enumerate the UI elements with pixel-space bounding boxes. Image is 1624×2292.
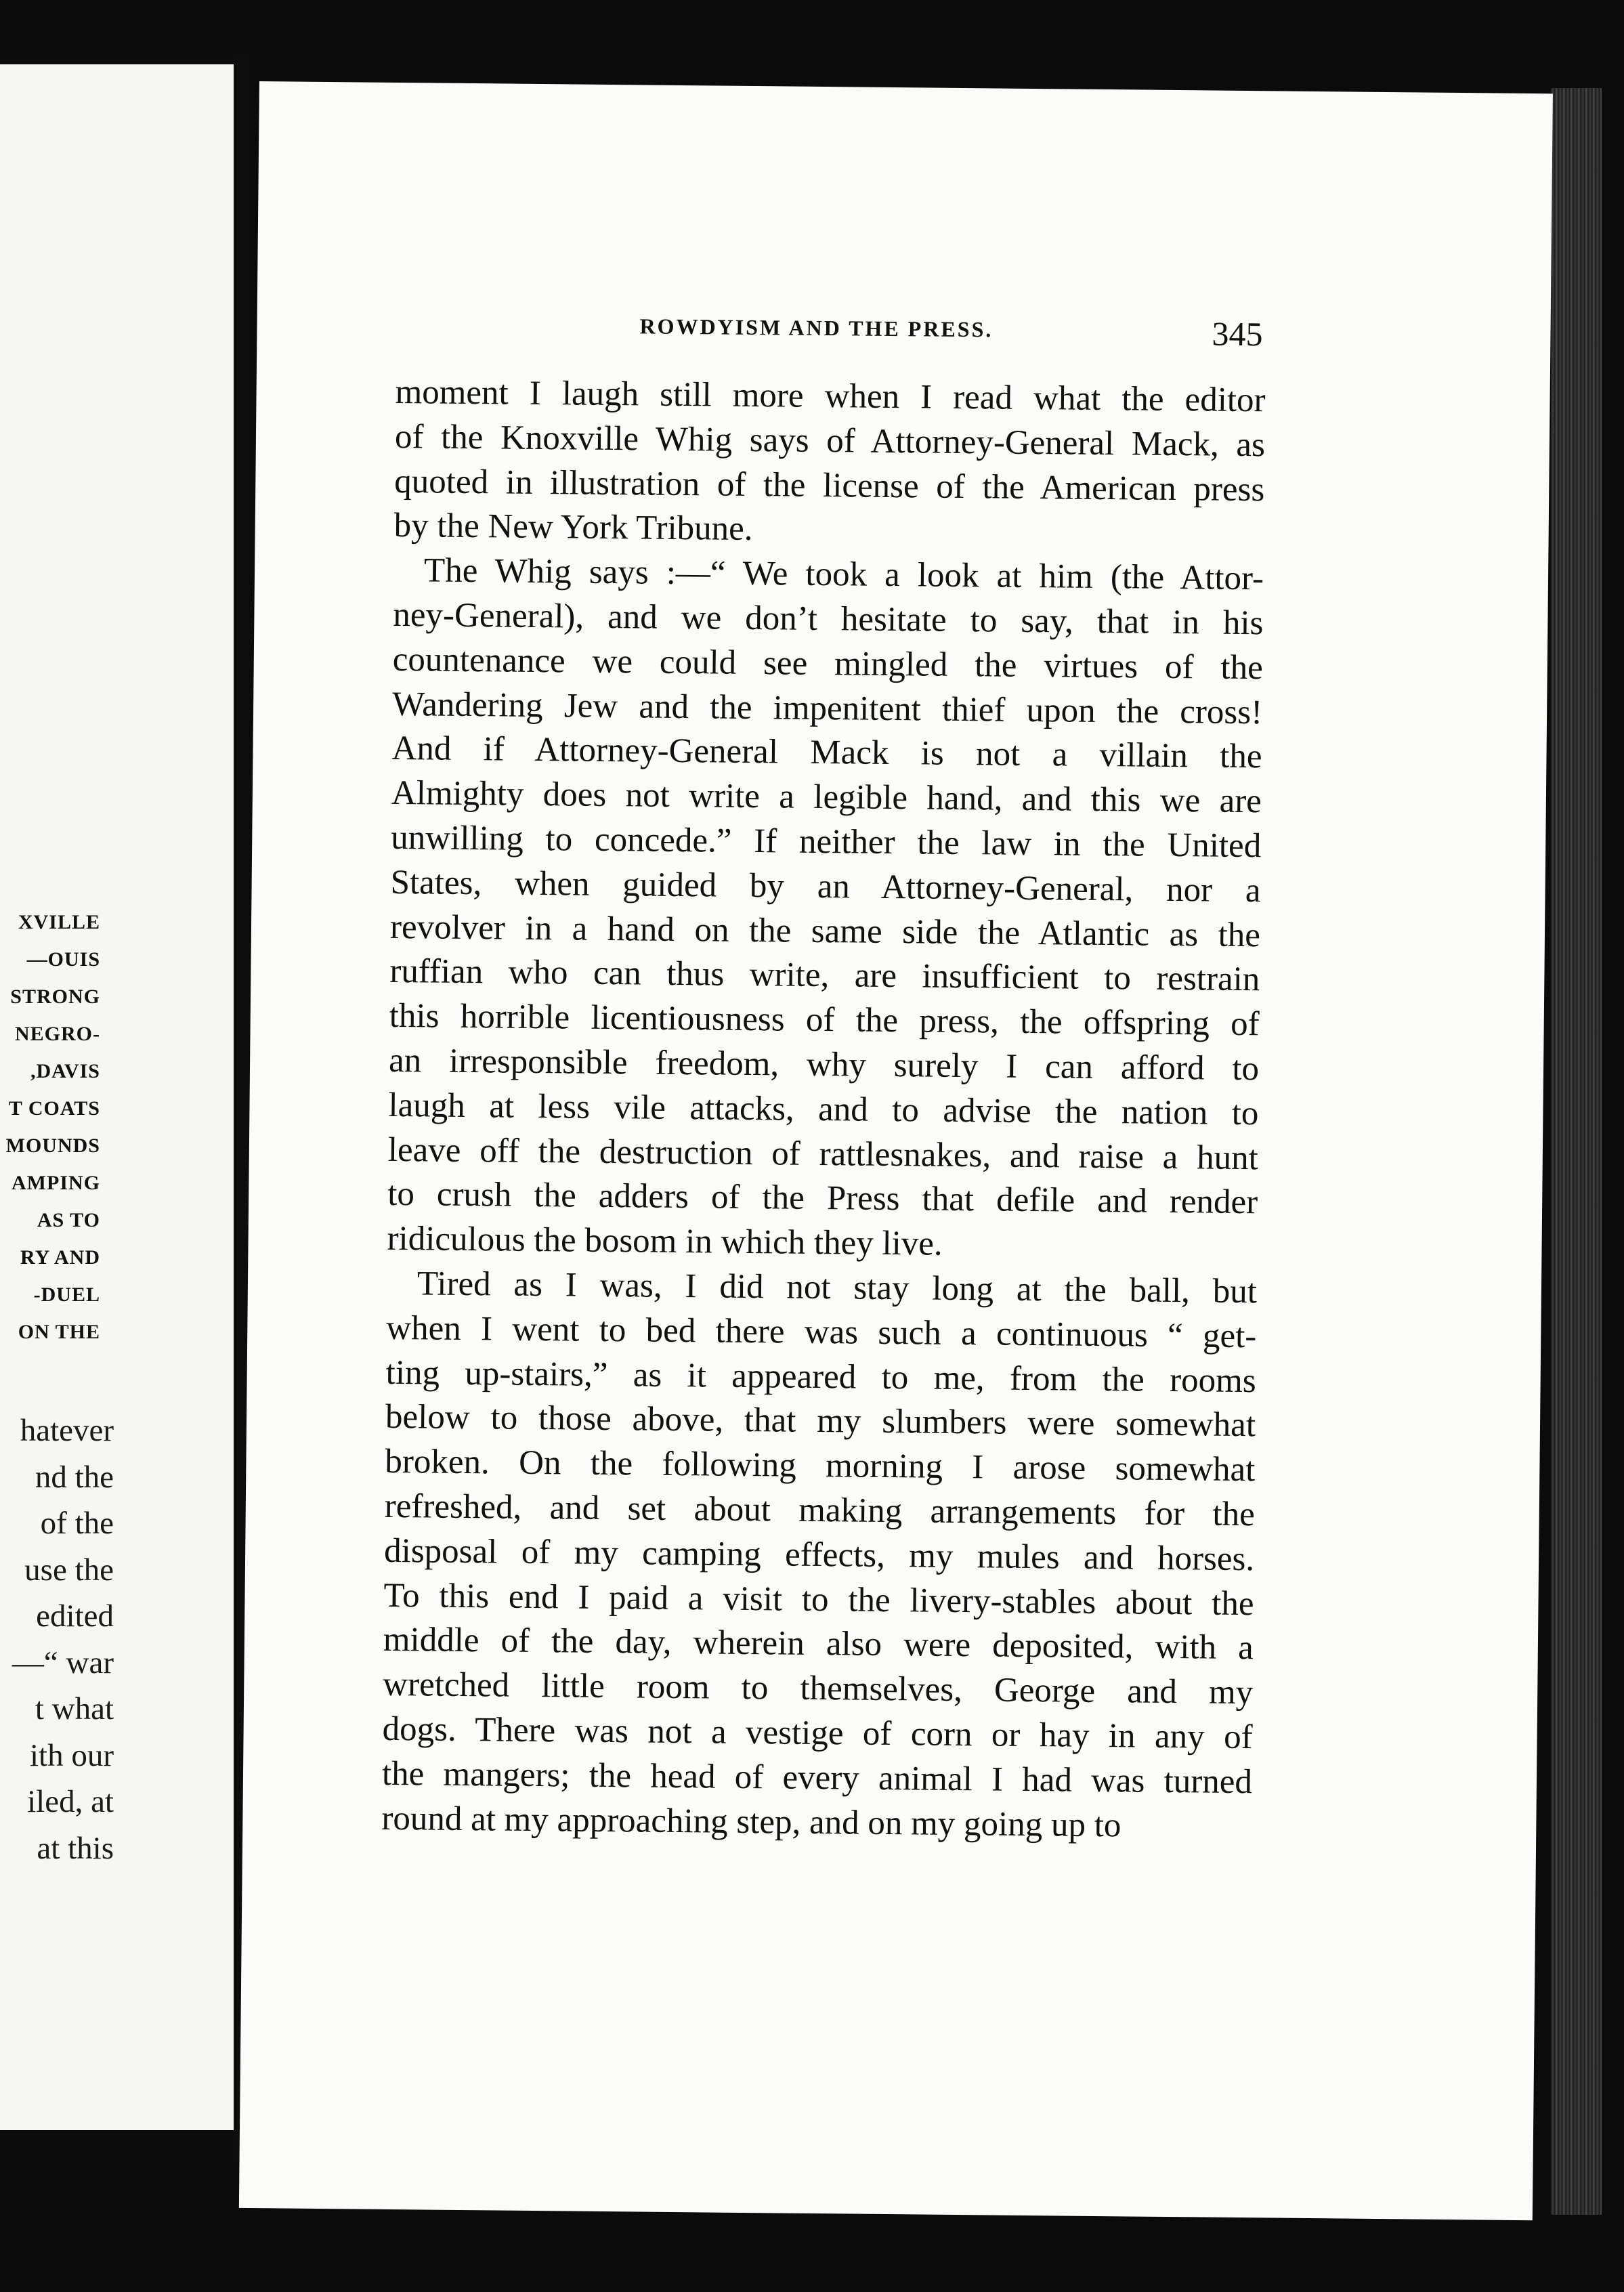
text-line: Wandering Jew and the impenitent thief upon the cross! <box>391 685 1263 731</box>
summary-line: RY AND <box>20 1246 100 1269</box>
summary-line: ON THE <box>18 1321 100 1343</box>
text-line: ney-General), and we don’t hesitate to say, that in his <box>393 595 1264 643</box>
summary-line: -NEGRO <box>14 1023 100 1045</box>
summary-line: DUEL- <box>33 1283 100 1306</box>
page-header <box>257 310 1550 363</box>
text-line: by the New York Tribune. <box>393 507 753 549</box>
text-line: countenance we could see mingled the virtues of the <box>392 640 1264 687</box>
page-number: 345 <box>1212 314 1263 354</box>
left-body-line: hatever <box>20 1413 114 1448</box>
text-line: an irresponsible freedom, why surely I can afford to <box>388 1041 1260 1088</box>
left-body-line: at this <box>37 1830 114 1866</box>
text-line: broken. On the following morning I arose somewhat <box>385 1443 1256 1489</box>
text-line: And if Attorney-General Mack is not a villain the <box>391 729 1262 776</box>
left-body-line: edited <box>36 1598 114 1634</box>
text-line: disposal of my camping effects, my mules and horses. <box>383 1531 1255 1578</box>
summary-line: AMPING <box>12 1172 100 1194</box>
left-body-line: nd the <box>35 1459 114 1495</box>
text-line: States, when guided by an Attorney-General, nor a <box>390 863 1261 910</box>
text-line: quoted in illustration of the license of the American press <box>394 462 1265 509</box>
running-head: ROWDYISM AND THE PRESS. <box>639 314 993 342</box>
summary-line: XVILLE <box>18 911 100 933</box>
text-line: leave off the destruction of rattlesnakes, and raise a hunt <box>387 1130 1259 1177</box>
text-line: refreshed, and set about making arrangements for the <box>384 1487 1256 1534</box>
text-line: the mangers; the head of every animal I had was turned <box>381 1754 1253 1801</box>
text-line: Tired as I was, I did not stay long at the ball, but <box>416 1265 1258 1311</box>
text-line: middle of the day, wherein also were deposited, with a <box>383 1621 1254 1668</box>
text-line: Almighty does not write a legible hand, and this we are <box>391 774 1262 821</box>
left-body-line: —“ war <box>12 1644 114 1680</box>
text-line: round at my approaching step, and on my going up to <box>381 1799 1121 1844</box>
summary-line: OUIS— <box>26 948 100 971</box>
text-line: ting up-stairs,” as it appeared to me, from the rooms <box>385 1353 1256 1400</box>
left-body-line: ith our <box>29 1737 114 1773</box>
left-body-line: use the <box>24 1552 114 1588</box>
text-line: ruffian who can thus write, are insufficient to restrain <box>389 952 1260 999</box>
left-body-line: iled, at <box>27 1784 114 1819</box>
book-page <box>239 81 1553 2220</box>
summary-line: MOUNDS <box>5 1134 100 1157</box>
summary-line: AS TO <box>37 1209 100 1231</box>
text-line: The Whig says :—“ We took a look at him (the Attor- <box>423 551 1264 598</box>
text-line: revolver in a hand on the same side the Atlantic as the <box>389 908 1261 954</box>
summary-line: STRONG <box>10 985 100 1008</box>
text-line: of the Knoxville Whig says of Attorney-General Mack, as <box>394 417 1266 465</box>
text-line: laugh at less vile attacks, and to advise the nation to <box>388 1086 1259 1132</box>
text-line: to crush the adders of the Press that defile and render <box>387 1175 1258 1222</box>
text-line: ridiculous the bosom in which they live. <box>387 1220 943 1263</box>
text-line: dogs. There was not a vestige of corn or hay in any of <box>382 1710 1253 1757</box>
text-line: when I went to bed there was such a continuous “ get- <box>386 1309 1257 1355</box>
text-line: this horrible licentiousness of the press, the offspring of <box>389 997 1260 1044</box>
left-body-line: t what <box>35 1691 114 1726</box>
left-facing-page <box>0 64 234 2130</box>
text-line: unwilling to concede.” If neither the law in the United <box>391 818 1262 866</box>
body-text <box>381 370 1266 1850</box>
summary-line: DAVIS, <box>30 1060 100 1082</box>
text-line: wretched little room to themselves, George and my <box>383 1665 1254 1712</box>
left-body-line: of the <box>40 1506 114 1541</box>
text-line: To this end I paid a visit to the livery-stables about the <box>383 1576 1254 1623</box>
page-edges <box>1551 88 1602 2215</box>
text-line: moment I laugh still more when I read what the editor <box>395 373 1266 420</box>
summary-line: T COATS <box>8 1097 100 1120</box>
text-line: below to those above, that my slumbers were somewhat <box>385 1398 1256 1445</box>
